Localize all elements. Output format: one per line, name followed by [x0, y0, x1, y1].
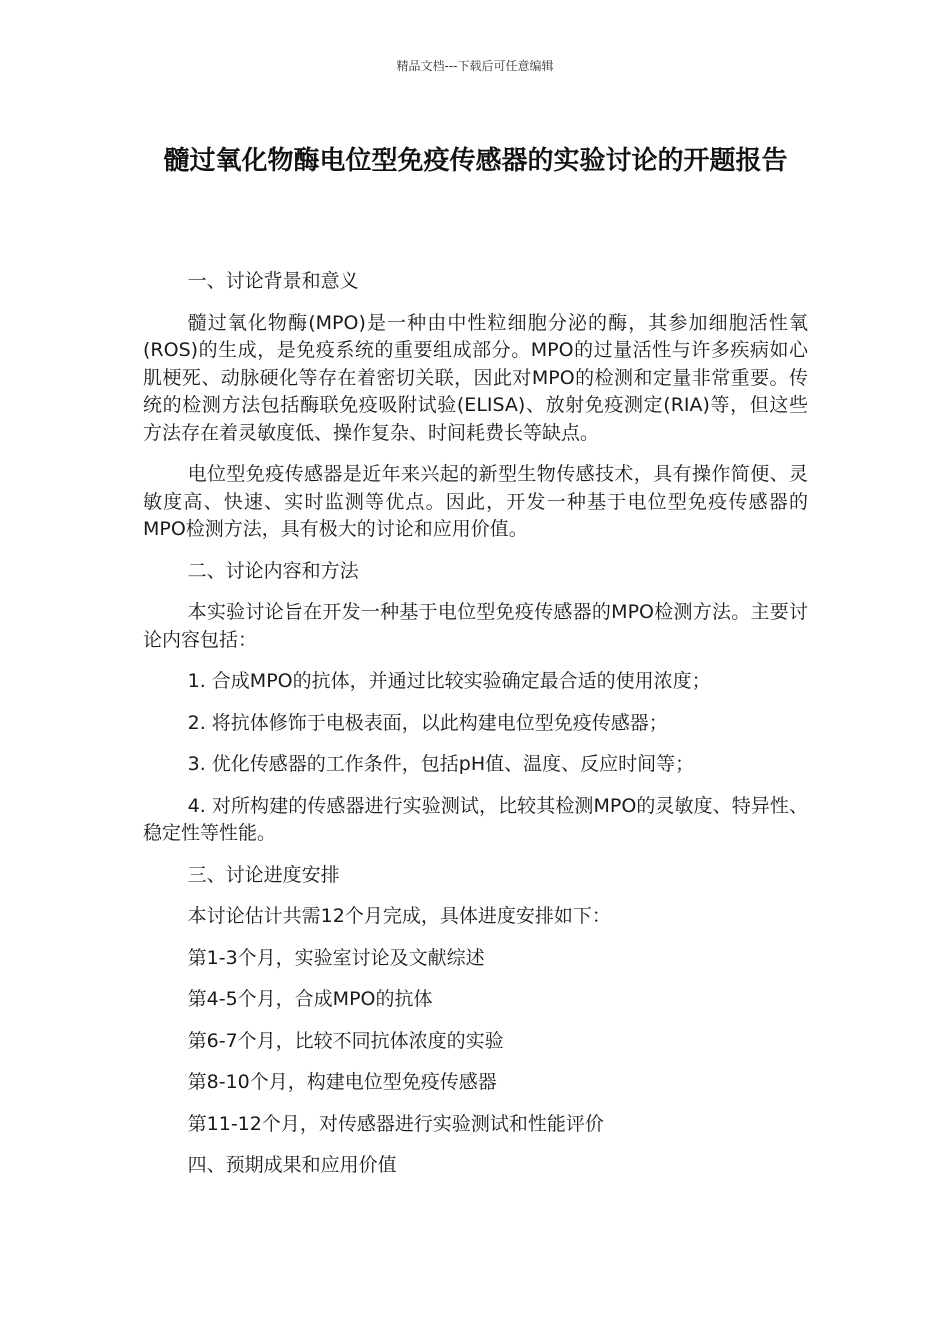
section-heading-background: 一、讨论背景和意义: [187, 270, 359, 292]
header-note: 精品文档---下载后可任意编辑: [396, 59, 554, 73]
document-body: [143, 268, 808, 1194]
schedule-item: 第8-10个月，构建电位型免疫传感器: [187, 1071, 497, 1093]
schedule-item: 第6-7个月，比较不同抗体浓度的实验: [187, 1029, 504, 1052]
paragraph-sensor-intro: 电位型免疫传感器是近年来兴起的新型生物传感技术，具有操作简便、灵敏度高、快速、实时监测等优点。因此，开发一种基于电位型免疫传感器的MPO检测方法，具有极大的讨论和应用价值。: [143, 463, 808, 540]
paragraph-schedule-intro: 本讨论估计共需12个月完成，具体进度安排如下：: [187, 905, 611, 927]
schedule-item: 第4-5个月，合成MPO的抗体: [187, 988, 433, 1010]
list-item: 4. 对所构建的传感器进行实验测试，比较其检测MPO的灵敏度、特异性、稳定性等性能。: [143, 794, 808, 844]
section-heading-outcomes: 四、预期成果和应用价值: [187, 1154, 397, 1176]
list-item: 2. 将抗体修饰于电极表面，以此构建电位型免疫传感器；: [187, 711, 668, 734]
paragraph-mpo-intro: 髓过氧化物酶(MPO)是一种由中性粒细胞分泌的酶，其参加细胞活性氧(ROS)的生成，是免疫系统的重要组成部分。MPO的过量活性与许多疾病如心肌梗死、动脉硬化等存在着密切关联，因此对MPO的检测和定量非常重要。传统的检测方法包括酶联免疫吸附试验(ELISA)、放射免疫测定(RIA)等，但这些方法存在着灵敏度低、操作复杂、时间耗费长等缺点。: [143, 311, 808, 444]
document-title: 髓过氧化物酶电位型免疫传感器的实验讨论的开题报告: [163, 146, 788, 176]
section-heading-schedule: 三、讨论进度安排: [187, 863, 340, 886]
section-heading-content: 二、讨论内容和方法: [187, 559, 359, 582]
schedule-item: 第1-3个月，实验室讨论及文献综述: [187, 946, 485, 969]
paragraph-research-aim: 本实验讨论旨在开发一种基于电位型免疫传感器的MPO检测方法。主要讨论内容包括：: [143, 601, 808, 651]
list-item: 1. 合成MPO的抗体，并通过比较实验确定最合适的使用浓度；: [187, 670, 711, 692]
schedule-item: 第11-12个月，对传感器进行实验测试和性能评价: [187, 1112, 604, 1135]
list-item: 3. 优化传感器的工作条件，包括pH值、温度、反应时间等；: [187, 753, 695, 775]
